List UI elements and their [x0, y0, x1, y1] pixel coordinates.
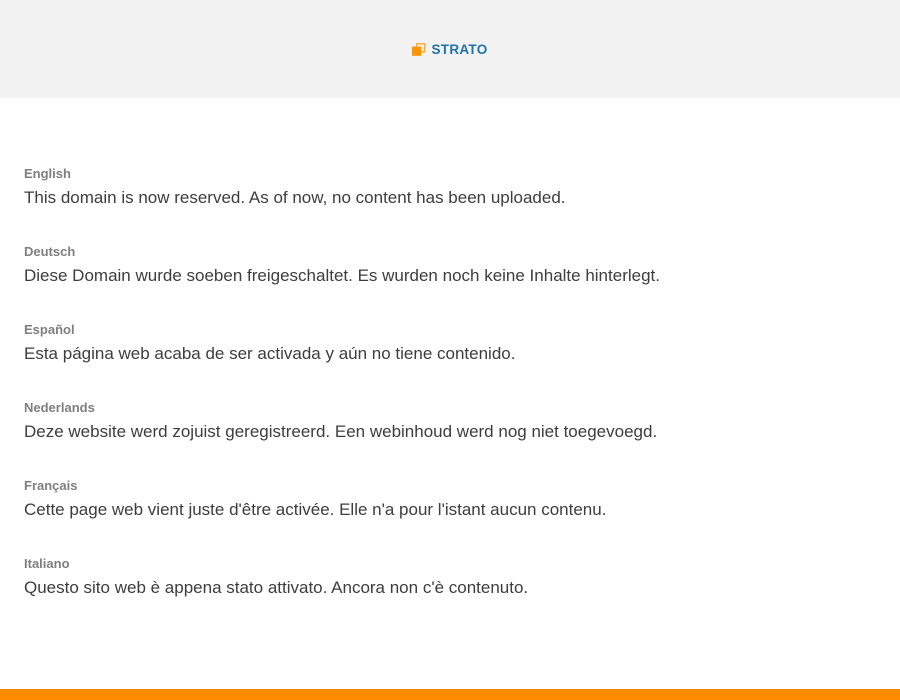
- language-text: Diese Domain wurde soeben freigeschaltet. Es wurden noch keine Inhalte hinterlegt.: [24, 266, 660, 285]
- footer-accent-bar: [0, 689, 900, 700]
- language-section: [24, 400, 876, 444]
- language-label: English: [24, 166, 71, 181]
- language-text: Esta página web acaba de ser activada y aún no tiene contenido.: [24, 344, 516, 363]
- language-label: Italiano: [24, 556, 70, 571]
- language-text: Cette page web vient juste d'être activée. Elle n'a pour l'istant aucun contenu.: [24, 500, 607, 519]
- language-label: Nederlands: [24, 400, 95, 415]
- language-label: Deutsch: [24, 244, 76, 259]
- language-section: [24, 166, 876, 210]
- strato-squares-icon: [412, 43, 426, 56]
- language-text: Deze website werd zojuist geregistreerd. Een webinhoud werd nog niet toegevoegd.: [24, 422, 658, 441]
- language-section: [24, 244, 876, 288]
- strato-logo: [412, 42, 487, 57]
- language-text: Questo sito web è appena stato attivato. Ancora non c'è contenuto.: [24, 578, 529, 597]
- language-sections: [0, 98, 900, 600]
- language-section: [24, 478, 876, 522]
- strato-logo-text: STRATO: [431, 41, 488, 57]
- language-label: Español: [24, 322, 75, 337]
- language-section: [24, 556, 876, 600]
- language-label: Français: [24, 478, 78, 493]
- header: [0, 0, 900, 98]
- language-section: [24, 322, 876, 366]
- language-text: This domain is now reserved. As of now, no content has been uploaded.: [24, 188, 566, 207]
